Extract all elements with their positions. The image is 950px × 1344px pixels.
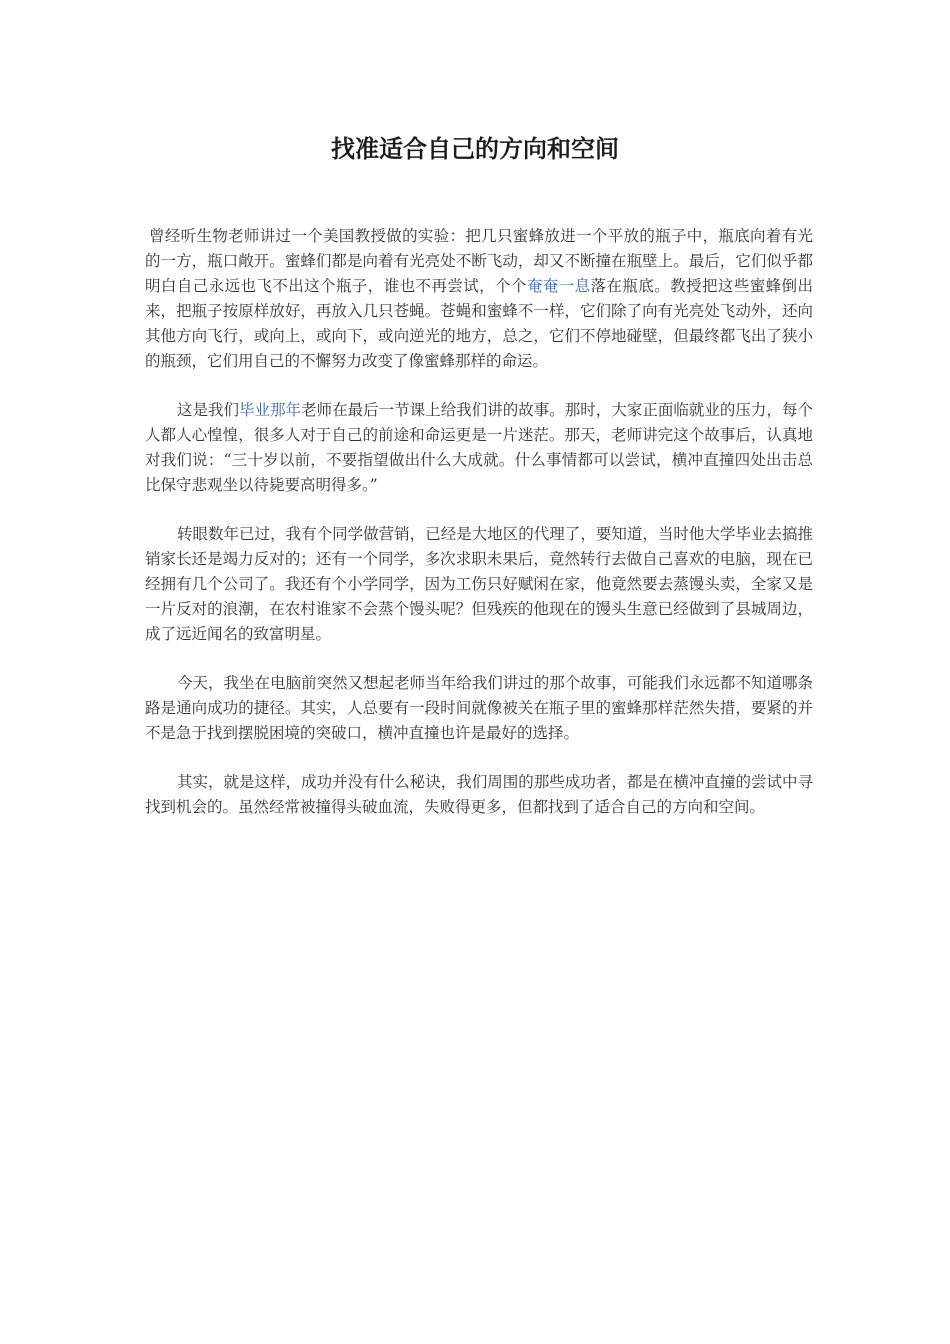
page-title: 找准适合自己的方向和空间 (331, 135, 619, 163)
paragraph-4: 今天，我坐在电脑前突然又想起老师当年给我们讲过的那个故事，可能我们永远都不知道哪条路是通向成功的捷径。其实，人总要有一段时间就像被关在瓶子里的蜜蜂那样茫然失措，要紧的并不是急于找到摆脱困境的突破口，横冲直撞也许是最好的选择。 (145, 674, 813, 742)
paragraph-5: 其实，就是这样，成功并没有什么秘诀，我们周围的那些成功者，都是在横冲直撞的尝试中寻找到机会的。虽然经常被撞得头破血流，失败得更多，但都找到了适合自己的方向和空间。 (145, 773, 813, 816)
paragraph-1-text-after: 落在瓶底。教授把这些蜜蜂倒出来，把瓶子按原样放好，再放入几只苍蝇。苍蝇和蜜蜂不一样，它们除了向有光亮处飞动外，还向其他方向飞行，或向上，或向下，或向逆光的地方，总之，它们不停地碰壁，但最终都飞出了狭小的瓶颈，它们用自己的不懈努力改变了像蜜蜂那样的命运。 (145, 277, 813, 370)
paragraph-2-text-after: 老师在最后一节课上给我们讲的故事。那时，大家正面临就业的压力，每个人都人心惶惶，很多人对于自己的前途和命运更是一片迷茫。那天，老师讲完这个故事后，认真地对我们说：“三十岁以前，不要指望做出什么大成就。什么事情都可以尝试，横冲直撞四处出击总比保守悲观坐以待毙要高明得多。” (145, 401, 813, 494)
paragraph-2-text-before: 这是我们 (177, 401, 240, 419)
article-body (145, 224, 813, 844)
paragraph-2 (145, 398, 813, 498)
paragraph-3: 转眼数年已过，我有个同学做营销，已经是大地区的代理了，要知道，当时他大学毕业去搞推销家长还是竭力反对的；还有一个同学，多次求职未果后，竟然转行去做自己喜欢的电脑，现在已经拥有几个公司了。我还有个小学同学，因为工伤只好赋闲在家，他竟然要去蒸馒头卖，全家又是一片反对的浪潮，在农村谁家不会蒸个馒头呢？但残疾的他现在的馒头生意已经做到了县城周边，成了远近闻名的致富明星。 (145, 525, 813, 643)
link-yanyan-yixi[interactable]: 奄奄一息 (526, 277, 591, 295)
paragraph-1-text-before: 曾经听生物老师讲过一个美国教授做的实验：把几只蜜蜂放进一个平放的瓶子中，瓶底向着有光的一方，瓶口敞开。蜜蜂们都是向着有光亮处不断飞动，却又不断撞在瓶壁上。最后，它们似乎都明白自己永远也飞不出这个瓶子，谁也不再尝试，个个 (145, 227, 813, 295)
paragraph-1 (145, 224, 813, 374)
link-biye-naanian[interactable]: 毕业那年 (239, 401, 302, 419)
